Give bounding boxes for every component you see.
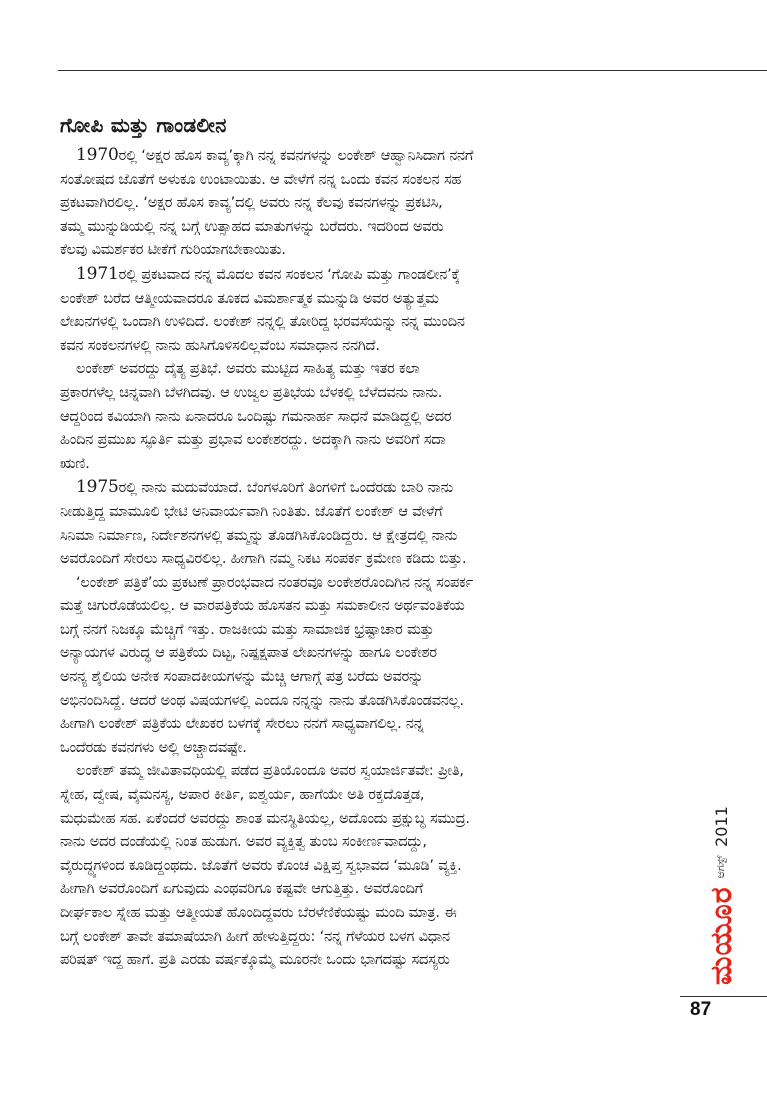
text-line (60, 855, 682, 879)
page-number-rule (680, 996, 767, 997)
text-line (60, 311, 682, 335)
line-text: ಹಿಂದಿನ ಪ್ರಮುಖ ಸ್ಫೂರ್ತಿ ಮತ್ತು ಪ್ರಭಾವ ಲಂಕೇಶರದ್ದು. ಅದಕ್ಕಾಗಿ ನಾನು ಅವರಿಗೆ ಸದಾ (60, 432, 446, 449)
line-text: ಸ್ನೇಹ, ದ್ವೇಷ, ವೈಮನಸ್ಯ, ಅಪಾರ ಕೀರ್ತಿ, ಐಶ್ವರ್ಯ, ಹಾಗೆಯೇ ಅತಿ ರಕ್ತದೊತ್ತಡ, (60, 787, 425, 804)
line-text: ಪ್ರಕಾರಗಳೆಲ್ಲ ಚಿನ್ನವಾಗಿ ಬೆಳಗಿದವು. ಆ ಉಜ್ವಲ ಪ್ರತಿಭೆಯ ಬೆಳಕಲ್ಲಿ ಬೆಳೆದವನು ನಾನು. (60, 384, 443, 401)
magazine-name: ಮಯೂರ (703, 886, 739, 985)
text-line (60, 619, 682, 643)
text-line (60, 263, 682, 288)
line-text: ಲೇಖನಗಳಲ್ಲಿ ಒಂದಾಗಿ ಉಳಿದಿದೆ. ಲಂಕೇಶ್ ನನ್ನಲ್ಲಿ ತೋರಿದ್ದ ಭರವಸೆಯನ್ನು ನನ್ನ ಮುಂದಿನ (60, 314, 465, 331)
line-text: ಕೆಲವು ವಿಮರ್ಶಕರ ಟೀಕೆಗೆ ಗುರಿಯಾಗಬೇಕಾಯಿತು. (60, 242, 286, 259)
line-text: ರಲ್ಲಿ ‘ಅಕ್ಷರ ಹೊಸ ಕಾವ್ಯ’ಕ್ಕಾಗಿ ನನ್ನ ಕವನಗಳನ್ನು ಲಂಕೇಶ್ ಆಹ್ವಾನಿಸಿದಾಗ ನನಗೆ (118, 148, 474, 164)
line-text: ಮತ್ತೆ ಚಿಗುರೊಡೆಯಲಿಲ್ಲ. ಆ ವಾರಪತ್ರಿಕೆಯ ಹೊಸತನ ಮತ್ತು ಸಮಕಾಲೀನ ಅರ್ಥವಂತಿಕೆಯ (60, 598, 465, 615)
line-text: ಹೀಗಾಗಿ ಅವರೊಂದಿಗೆ ಏಗುವುದು ಎಂಥವರಿಗೂ ಕಷ್ಟವೇ ಆಗುತ್ತಿತ್ತು. ಅವರೊಂದಿಗೆ (60, 881, 423, 898)
line-text: ತಮ್ಮ ಮುನ್ನುಡಿಯಲ್ಲಿ ನನ್ನ ಬಗ್ಗೆ ಉತ್ಸಾಹದ ಮಾತುಗಳನ್ನು ಬರೆದರು. ಇದರಿಂದ ಅವರು (60, 218, 444, 235)
text-line (60, 642, 682, 666)
line-text: ಸಂತೋಷದ ಜೊತೆಗೆ ಅಳುಕೂ ಉಂಟಾಯಿತು. ಆ ವೇಳೆಗೆ ನನ್ನ ಒಂದು ಕವನ ಸಂಕಲನ ಸಹ (60, 171, 462, 188)
text-line (60, 476, 682, 501)
article-body (60, 144, 682, 973)
text-line (60, 666, 682, 690)
paragraph (60, 760, 682, 972)
text-line (60, 713, 682, 737)
line-text: ರಲ್ಲಿ ಪ್ರಕಟವಾದ ನನ್ನ ಮೊದಲ ಕವನ ಸಂಕಲನ ‘ಗೋಪಿ ಮತ್ತು ಗಾಂಡಲೀನ’ಕ್ಕೆ (118, 266, 460, 283)
line-text: ಅನನ್ಯ ಶೈಲಿಯ ಅನೇಕ ಸಂಪಾದಕೀಯಗಳನ್ನು ಮೆಚ್ಚಿ ಆಗಾಗ್ಗೆ ಪತ್ರ ಬರೆದು ಅವರನ್ನು (60, 669, 424, 686)
text-line (60, 192, 682, 216)
text-line (60, 878, 682, 902)
paragraph (60, 476, 682, 571)
text-line (60, 288, 682, 312)
text-line (60, 239, 682, 263)
page-number: 87 (690, 999, 712, 1020)
text-line (60, 949, 682, 973)
line-text: ಪರಿಷತ್ ಇದ್ದ ಹಾಗೆ. ಪ್ರತಿ ಎರಡು ವರ್ಷಕ್ಕೊಮ್ಮೆ ಮೂರನೇ ಒಂದು ಭಾಗದಷ್ಟು ಸದಸ್ಯರು (60, 952, 450, 969)
year-number: 1970 (76, 145, 119, 165)
line-text: ಪ್ರಕಟವಾಗಿರಲಿಲ್ಲ. ‘ಅಕ್ಷರ ಹೊಸ ಕಾವ್ಯ’ದಲ್ಲಿ ಅವರು ನನ್ನ ಕೆಲವು ಕವನಗಳನ್ನು ಪ್ರಕಟಿಸಿ, (60, 195, 443, 212)
line-text: ಋಣಿ. (60, 455, 90, 472)
line-text: ಅವರೊಂದಿಗೆ ಸೇರಲು ಸಾಧ್ಯವಿರಲಿಲ್ಲ. ಹೀಗಾಗಿ ನಮ್ಮ ನಿಕಟ ಸಂಪರ್ಕ ಕ್ರಮೇಣ ಕಡಿದು ಬಿತ್ತು. (60, 551, 467, 568)
text-line (60, 382, 682, 406)
text-line (60, 429, 682, 453)
article (60, 112, 682, 973)
line-text: ಲಂಕೇಶ್ ತಮ್ಮ ಜೀವಿತಾವಧಿಯಲ್ಲಿ ಪಡೆದ ಪ್ರತಿಯೊಂದೂ ಅವರ ಸ್ವಯಾರ್ಜಿತವೇ: ಪ್ರೀತಿ, (76, 763, 464, 780)
article-title: ಗೋಪಿ ಮತ್ತು ಗಾಂಡಲೀನ (60, 113, 227, 137)
magazine-sidebar (698, 785, 744, 985)
line-text: ದೀರ್ಘಕಾಲ ಸ್ನೇಹ ಮತ್ತು ಆತ್ಮೀಯತೆ ಹೊಂದಿದ್ದವರು ಬೆರಳೆಣಿಕೆಯಷ್ಟು ಮಂದಿ ಮಾತ್ರ. ಈ (60, 905, 457, 921)
year-number: 1971 (76, 263, 119, 284)
line-text: ಒಂದೆರಡು ಕವನಗಳು ಅಲ್ಲಿ ಅಚ್ಚಾದವಷ್ಟೇ. (60, 739, 247, 756)
line-text: ಕವನ ಸಂಕಲನಗಳಲ್ಲಿ ನಾನು ಹುಸಿಗೊಳಿಸಲಿಲ್ಲವೆಂಬ ಸಮಾಧಾನ ನನಗಿದೆ. (60, 337, 380, 354)
text-line (60, 501, 682, 525)
line-text: ಅನ್ಯಾಯಗಳ ವಿರುದ್ಧ ಆ ಪತ್ರಿಕೆಯ ದಿಟ್ಟ, ನಿಷ್ಪಕ್ಷಪಾತ ಲೇಖನಗಳನ್ನು ಹಾಗೂ ಲಂಕೇಶರ (60, 645, 437, 662)
text-line (60, 525, 682, 549)
line-text: ನಾನು ಅದರ ದಂಡೆಯಲ್ಲಿ ನಿಂತ ಹುಡುಗ. ಅವರ ವ್ಯಕ್ತಿತ್ವ ತುಂಬ ಸಂಕೀರ್ಣವಾದದ್ದು, (60, 834, 427, 851)
text-line (60, 453, 682, 477)
paragraph (60, 144, 682, 263)
text-line (60, 784, 682, 808)
line-text: ಹೀಗಾಗಿ ಲಂಕೇಶ್ ಪತ್ರಿಕೆಯ ಲೇಖಕರ ಬಳಗಕ್ಕೆ ಸೇರಲು ನನಗೆ ಸಾಧ್ಯವಾಗಲಿಲ್ಲ. ನನ್ನ (60, 716, 424, 733)
line-text: ರಲ್ಲಿ ನಾನು ಮದುವೆಯಾದೆ. ಬೆಂಗಳೂರಿಗೆ ತಿಂಗಳಿಗೆ ಒಂದೆರಡು ಬಾರಿ ನಾನು (118, 480, 454, 497)
text-line (60, 406, 682, 430)
line-text: ಆದ್ದರಿಂದ ಕವಿಯಾಗಿ ನಾನು ಏನಾದರೂ ಒಂದಿಷ್ಟು ಗಮನಾರ್ಹ ಸಾಧನೆ ಮಾಡಿದ್ದಲ್ಲಿ ಅದರ (60, 408, 452, 425)
text-line (60, 572, 682, 596)
text-line (60, 737, 682, 761)
line-text: ಲಂಕೇಶ್ ಅವರದ್ದು ದೈತ್ಯ ಪ್ರತಿಭೆ. ಅವರು ಮುಟ್ಟಿದ ಸಾಹಿತ್ಯ ಮತ್ತು ಇತರ ಕಲಾ (76, 361, 420, 378)
paragraph (60, 572, 682, 761)
text-line (60, 335, 682, 359)
line-text: ಬಗ್ಗೆ ಲಂಕೇಶ್ ತಾವೇ ತಮಾಷೆಯಾಗಿ ಹೀಗೆ ಹೇಳುತ್ತಿದ್ದರು: ‘ನನ್ನ ಗೆಳೆಯರ ಬಳಗ ವಿಧಾನ (60, 928, 450, 945)
line-text: ಸಿನಿಮಾ ನಿರ್ಮಾಣ, ನಿರ್ದೇಶನಗಳಲ್ಲಿ ತಮ್ಮನ್ನು ತೊಡಗಿಸಿಕೊಂಡಿದ್ದರು. ಆ ಕ್ಷೇತ್ರದಲ್ಲಿ ನಾನು (60, 527, 458, 544)
issue-year: 2011 (711, 806, 731, 847)
text-line (60, 902, 682, 926)
text-line (60, 169, 682, 193)
text-line (60, 595, 682, 619)
text-line (60, 548, 682, 572)
year-number: 1975 (76, 477, 119, 498)
text-line (60, 926, 682, 950)
text-line (60, 144, 682, 169)
text-line (60, 831, 682, 855)
paragraph (60, 263, 682, 358)
top-rule (58, 70, 767, 71)
line-text: ನೀಡುತ್ತಿದ್ದ ಮಾಮೂಲಿ ಭೇಟಿ ಅನಿವಾರ್ಯವಾಗಿ ನಿಂತಿತು. ಜೊತೆಗೆ ಲಂಕೇಶ್ ಆ ವೇಳೆಗೆ (60, 503, 443, 520)
text-line (60, 808, 682, 832)
text-line (60, 358, 682, 382)
text-line (60, 690, 682, 714)
line-text: ಮಧುಮೇಹ ಸಹ. ಏಕೆಂದರೆ ಅವರದ್ದು ಶಾಂತ ಮನಸ್ಥಿತಿಯಲ್ಲ, ಅದೊಂದು ಪ್ರಕ್ಷುಬ್ಧ ಸಮುದ್ರ. (60, 810, 470, 827)
line-text: ಲಂಕೇಶ್ ಬರೆದ ಆತ್ಮೀಯವಾದರೂ ತೂಕದ ವಿಮರ್ಶಾತ್ಮಕ ಮುನ್ನುಡಿ ಅವರ ಅತ್ಯುತ್ತಮ (60, 290, 439, 307)
issue-month: ಆಗಸ್ಟ್ (714, 854, 727, 879)
line-text: ‘ಲಂಕೇಶ್ ಪತ್ರಿಕೆ’ಯ ಪ್ರಕಟಣೆ ಪ್ರಾರಂಭವಾದ ನಂತರವೂ ಲಂಕೇಶರೊಂದಿಗಿನ ನನ್ನ ಸಂಪರ್ಕ (76, 574, 473, 591)
line-text: ಬಗ್ಗೆ ನನಗೆ ನಿಜಕ್ಕೂ ಮೆಚ್ಚಿಗೆ ಇತ್ತು. ರಾಜಕೀಯ ಮತ್ತು ಸಾಮಾಜಿಕ ಭ್ರಷ್ಟಾಚಾರ ಮತ್ತು (60, 621, 434, 638)
line-text: ವೈರುದ್ಧ್ಯಗಳಿಂದ ಕೂಡಿದ್ದಂಥದು. ಜೊತೆಗೆ ಅವರು ಕೊಂಚ ವಿಕ್ಷಿಪ್ತ ಸ್ವಭಾವದ ‘ಮೂಡಿ’ ವ್ಯಕ್ತಿ. (60, 857, 462, 874)
text-line (60, 216, 682, 240)
line-text: ಅಭಿನಂದಿಸಿದ್ದೆ. ಆದರೆ ಅಂಥ ವಿಷಯಗಳಲ್ಲಿ ಎಂದೂ ನನ್ನನ್ನು ನಾನು ತೊಡಗಿಸಿಕೊಂಡವನಲ್ಲ. (60, 692, 464, 709)
paragraph (60, 358, 682, 476)
text-line (60, 760, 682, 784)
